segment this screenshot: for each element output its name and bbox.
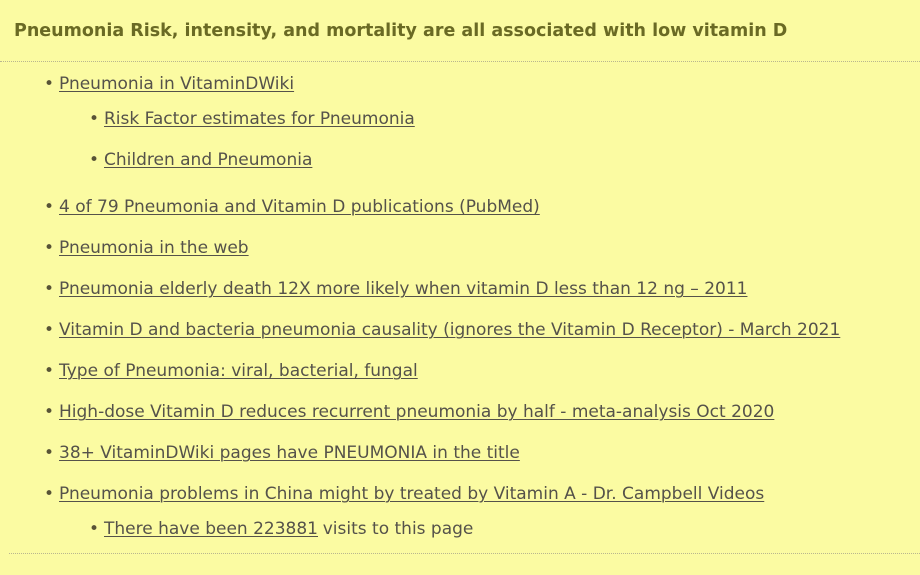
- link-china-dr-campbell-videos[interactable]: Pneumonia problems in China might by treated by Vitamin A - Dr. Campbell Videos: [59, 484, 765, 504]
- list-item: [59, 74, 920, 171]
- sub-list: [59, 109, 920, 171]
- page-header: [0, 0, 920, 62]
- sub-list: [59, 519, 920, 540]
- link-pneumonia-in-the-web[interactable]: Pneumonia in the web: [59, 238, 249, 258]
- link-publications-pubmed[interactable]: 4 of 79 Pneumonia and Vitamin D publications (PubMed): [59, 197, 540, 217]
- link-children-and-pneumonia[interactable]: Children and Pneumonia: [104, 150, 313, 170]
- list-item: [59, 402, 920, 423]
- list-item: [59, 197, 920, 218]
- link-risk-factor-estimates[interactable]: Risk Factor estimates for Pneumonia: [104, 109, 415, 129]
- list-item: [59, 279, 920, 300]
- list-item: [59, 320, 920, 341]
- link-bacteria-causality[interactable]: Vitamin D and bacteria pneumonia causality (ignores the Vitamin D Receptor) - March 2021: [59, 320, 841, 340]
- visits-suffix-text: visits to this page: [322, 519, 474, 539]
- list-item: [104, 150, 920, 171]
- content-panel: [0, 74, 920, 553]
- list-item: [59, 361, 920, 382]
- link-visits-count[interactable]: There have been 223881: [104, 519, 318, 539]
- list-item: [59, 443, 920, 464]
- page-title: Pneumonia Risk, intensity, and mortality are all associated with low vitamin D: [14, 21, 788, 41]
- list-item: [104, 109, 920, 130]
- link-list: [0, 74, 920, 540]
- bottom-divider: [9, 553, 920, 554]
- link-pneumonia-in-vitamindwiki[interactable]: Pneumonia in VitaminDWiki: [59, 74, 295, 94]
- link-pages-with-pneumonia-title[interactable]: 38+ VitaminDWiki pages have PNEUMONIA in the title: [59, 443, 520, 463]
- list-item: [59, 238, 920, 259]
- link-elderly-death-12x[interactable]: Pneumonia elderly death 12X more likely when vitamin D less than 12 ng – 2011: [59, 279, 748, 299]
- visits-list-item: [104, 519, 920, 540]
- link-type-of-pneumonia[interactable]: Type of Pneumonia: viral, bacterial, fungal: [59, 361, 418, 381]
- list-item: [59, 484, 920, 540]
- link-high-dose-meta-analysis[interactable]: High-dose Vitamin D reduces recurrent pneumonia by half - meta-analysis Oct 2020: [59, 402, 775, 422]
